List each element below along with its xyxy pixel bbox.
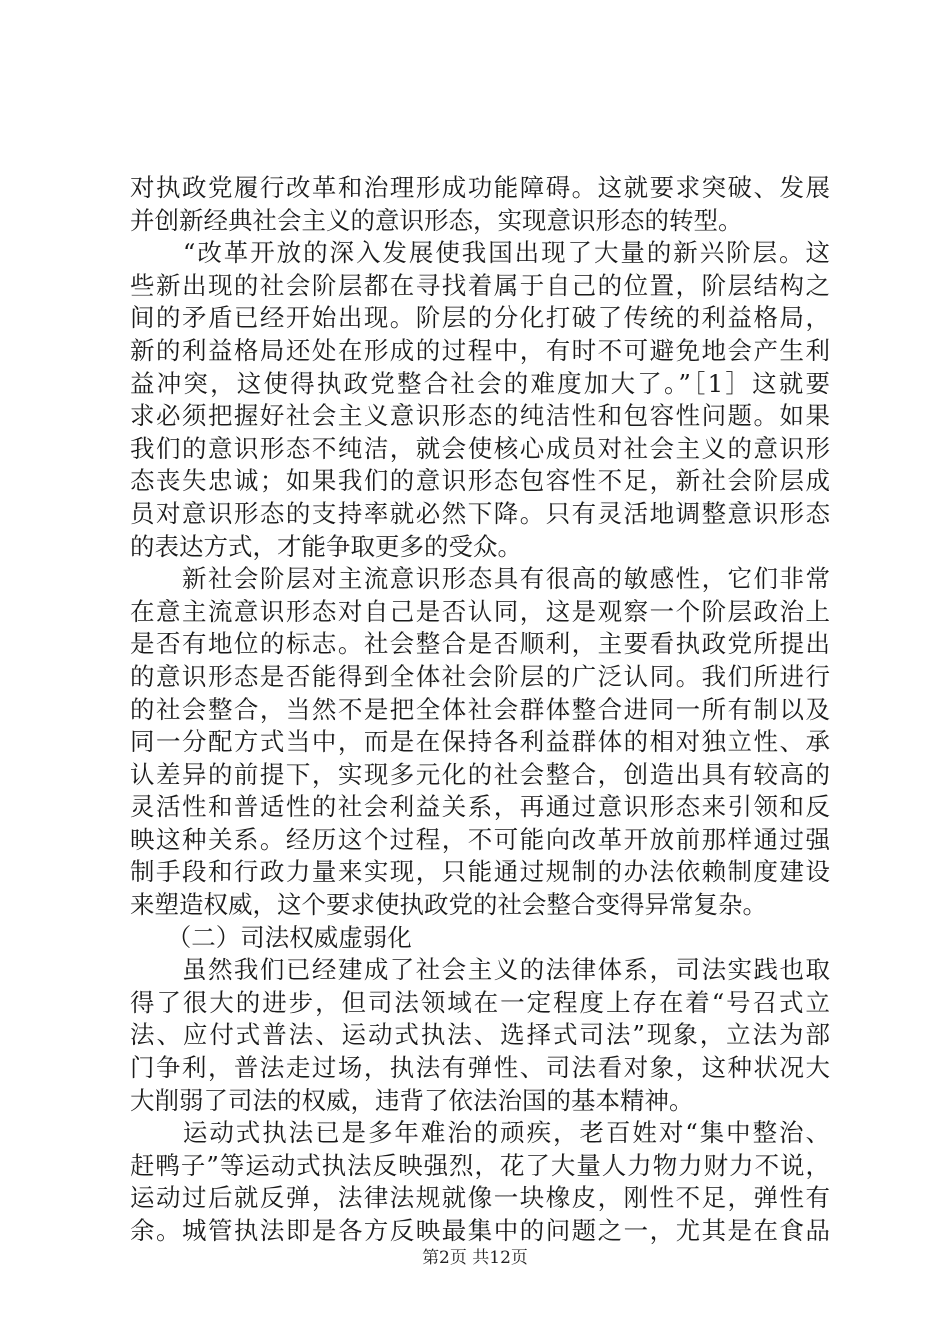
text-line: （二）司法权威虚弱化 [130, 922, 412, 952]
text-line: 是否有地位的标志。社会整合是否顺利，主要看执政党所提出 [130, 629, 830, 659]
text-line: 映这种关系。经历这个过程，不可能向改革开放前那样通过强 [130, 824, 830, 854]
text-line: 的意识形态是否能得到全体社会阶层的广泛认同。我们所进行 [130, 661, 830, 691]
text-line: 我们的意识形态不纯洁，就会使核心成员对社会主义的意识形 [130, 433, 830, 463]
text-line: 的表达方式，才能争取更多的受众。 [130, 531, 522, 561]
text-line: 新的利益格局还处在形成的过程中，有时不可避免地会产生利 [130, 335, 830, 365]
text-line: 灵活性和普适性的社会利益关系，再通过意识形态来引领和反 [130, 792, 830, 822]
text-line: 态丧失忠诚；如果我们的意识形态包容性不足，新社会阶层成 [130, 466, 830, 496]
text-line: 同一分配方式当中，而是在保持各利益群体的相对独立性、承 [130, 727, 830, 757]
text-line: 的社会整合，当然不是把全体社会群体整合进同一所有制以及 [130, 694, 830, 724]
text-line: 运动过后就反弹，法律法规就像一块橡皮，刚性不足，弹性有 [130, 1183, 830, 1213]
text-line: 间的矛盾已经开始出现。阶层的分化打破了传统的利益格局， [130, 303, 830, 333]
text-line: 些新出现的社会阶层都在寻找着属于自己的位置，阶层结构之 [130, 270, 830, 300]
text-line: 求必须把握好社会主义意识形态的纯洁性和包容性问题。如果 [130, 401, 830, 431]
text-line: 认差异的前提下，实现多元化的社会整合，创造出具有较高的 [130, 759, 830, 789]
text-line: 益冲突，这使得执政党整合社会的难度加大了。”［1］这就要 [130, 368, 830, 398]
page-footer: 第2页 共12页 [422, 1248, 528, 1268]
text-line: 赶鸭子”等运动式执法反映强烈，花了大量人力物力财力不说， [130, 1150, 830, 1180]
text-line: 员对意识形态的支持率就必然下降。只有灵活地调整意识形态 [130, 498, 830, 528]
text-line: 运动式执法已是多年难治的顽疾，老百姓对“集中整治、 [130, 1118, 830, 1148]
text-line: 对执政党履行改革和治理形成功能障碍。这就要求突破、发展 [130, 173, 830, 202]
text-line: 得了很大的进步，但司法领域在一定程度上存在着“号召式立 [130, 987, 830, 1017]
text-line: 来塑造权威，这个要求使执政党的社会整合变得异常复杂。 [130, 890, 767, 920]
text-line: 虽然我们已经建成了社会主义的法律体系，司法实践也取 [130, 955, 830, 985]
text-line: 法、应付式普法、运动式执法、选择式司法”现象，立法为部 [130, 1020, 830, 1050]
text-line: 新社会阶层对主流意识形态具有很高的敏感性，它们非常 [130, 564, 830, 594]
text-line: 制手段和行政力量来实现，只能通过规制的办法依赖制度建设 [130, 857, 830, 887]
text-line: 余。城管执法即是各方反映最集中的问题之一，尤其是在食品 [130, 1216, 830, 1245]
body-text [130, 172, 830, 1248]
text-line: 大削弱了司法的权威，违背了依法治国的基本精神。 [130, 1085, 694, 1115]
text-line: “改革开放的深入发展使我国出现了大量的新兴阶层。这 [130, 238, 830, 268]
text-line: 门争利，普法走过场，执法有弹性、司法看对象，这种状况大 [130, 1053, 830, 1083]
text-line: 在意主流意识形态对自己是否认同，这是观察一个阶层政治上 [130, 596, 830, 626]
text-line: 并创新经典社会主义的意识形态，实现意识形态的转型。 [130, 205, 743, 235]
